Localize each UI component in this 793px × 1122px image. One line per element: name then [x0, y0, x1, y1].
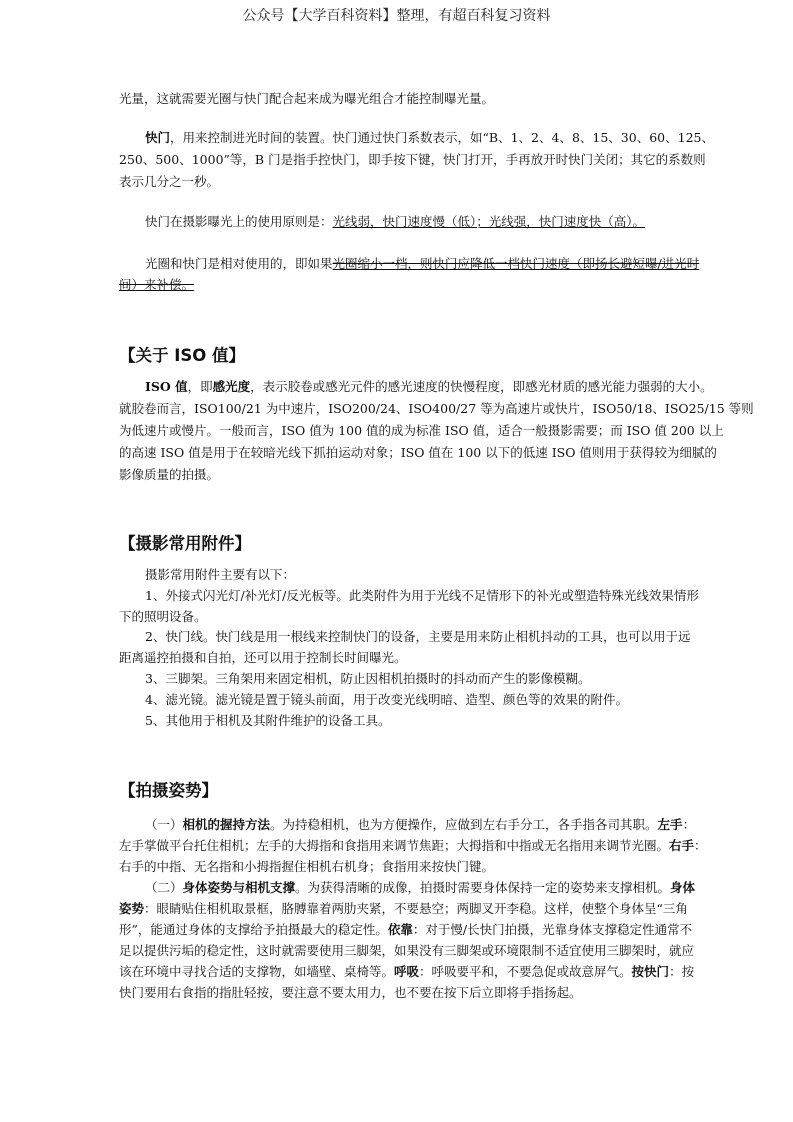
- underlined-text: 光线弱，快门速度慢（低）；光线强，快门速度快（高）。: [332, 214, 646, 229]
- text-run: ：眼睛贴住相机取景框，胳膊靠着两肋夹紧，不要悬空；两脚叉开李稳。这样，使整个身体呈“三角: [144, 901, 688, 916]
- text-run: 表示几分之一秒。: [119, 174, 220, 189]
- text-run: 的高速 ISO 值是用于在较暗光线下抓拍运动对象；ISO 值在 100 以下的低速 ISO 值则用于获得较为细腻的: [119, 445, 717, 460]
- text-run: 下的照明设备。: [119, 608, 207, 624]
- paragraph-exposure: [119, 88, 675, 109]
- text-line: [119, 253, 700, 274]
- bold-text: 快门: [145, 130, 171, 145]
- text-run: 3、三脚架。三角架用来固定相机，防止因相机拍摄时的抖动而产生的影像模糊。: [145, 670, 591, 686]
- bold-text: 姿势: [119, 901, 145, 916]
- text-line: [119, 607, 675, 628]
- bold-text: 右手: [669, 838, 695, 853]
- paragraph-posture: [119, 814, 707, 1003]
- text-run: 250、500、1000”等，B 门是指手控快门，即手按下键，快门打开，手再放开时快门关闭；其它的系数则: [119, 152, 706, 167]
- bold-text: 左手: [657, 817, 683, 832]
- heading-posture: 【拍摄姿势】: [119, 781, 218, 800]
- text-run: 左手掌做平台托住相机；左手的大拇指和食指用来调节焦距；大拇指和中指或无名指用来调节光圈。: [119, 838, 670, 853]
- text-run: 。为持稳相机，也为方便操作，应做到左右手分工，各手指各司其职。: [270, 817, 658, 832]
- text-line: [119, 877, 696, 898]
- bold-text: 呼吸: [394, 964, 420, 979]
- text-line: [119, 711, 675, 732]
- text-line: [119, 376, 713, 398]
- text-line: [119, 274, 675, 295]
- text-run: 4、滤光镜。滤光镜是置于镜头前面，用于改变光线明暗、造型、颜色等的效果的附件。: [145, 691, 628, 707]
- text-line: [119, 648, 675, 669]
- underlined-text: 光圈缩小一档，则快门应降低一档快门速度（即扬长避短曝/进光时: [332, 256, 700, 271]
- text-run: 为低速片或慢片。一般而言，ISO 值为 100 值的成为标准 ISO 值，适合一般摄影需要；而 ISO 值 200 以上: [119, 423, 724, 438]
- text-line: [119, 586, 699, 607]
- paragraph-shutter-principle: [119, 211, 675, 232]
- underlined-text: 间）来补偿。: [119, 277, 195, 292]
- text-line: [119, 565, 675, 586]
- text-line: [119, 669, 675, 690]
- list-accessories: [119, 565, 699, 731]
- text-line: [119, 127, 714, 149]
- text-run: ：: [694, 838, 707, 853]
- paragraph-aperture-shutter: [119, 253, 700, 295]
- heading-iso: 【关于 ISO 值】: [119, 346, 246, 365]
- text-run: 快门要用右食指的指肚轻按，要注意不要太用力，也不要在按下后立即将手指扬起。: [119, 985, 582, 1000]
- paragraph-shutter: [119, 127, 714, 193]
- text-line: [119, 961, 695, 982]
- text-line: [119, 940, 695, 961]
- text-run: （一）: [145, 817, 183, 832]
- text-line: [119, 171, 675, 193]
- text-line: [119, 919, 693, 940]
- text-run: 光量，这就需要光圈与快门配合起来成为曝光组合才能控制曝光量。: [119, 91, 495, 106]
- bold-text: 相机的握持方法: [182, 817, 271, 832]
- bold-text: ISO 值: [145, 379, 188, 394]
- text-line: [119, 690, 675, 711]
- text-line: [119, 88, 675, 109]
- text-run: 距离遥控拍摄和自拍，还可以用于控制长时间曝光。: [119, 650, 407, 666]
- text-line: [119, 149, 706, 171]
- text-run: ：: [682, 817, 696, 832]
- page-header: 公众号【大学百科资料】整理，有超百科复习资料: [242, 8, 551, 24]
- text-line: [119, 464, 675, 486]
- bold-text: 依靠: [387, 922, 413, 937]
- text-line: [119, 211, 675, 232]
- text-run: （二）: [145, 880, 183, 895]
- text-run: ，用来控制进光时间的装置。快门通过快门系数表示，如“B、1、2、4、8、15、30、60、125、: [170, 130, 714, 145]
- text-run: ：呼吸要平和，不要急促或故意屏气。: [419, 964, 632, 979]
- text-line: [119, 420, 724, 442]
- text-line: [119, 442, 717, 464]
- text-run: 。为获得清晰的成像，拍摄时需要身体保持一定的姿势来支撑相机。: [295, 880, 671, 895]
- bold-text: 身体: [670, 880, 696, 895]
- text-run: 右手的中指、无名指和小拇指握住相机右机身；食指用来按快门键。: [119, 859, 495, 874]
- text-run: 2、快门线。快门线是用一根线来控制快门的设备，主要是用来防止相机抖动的工具，也可以用于远: [145, 629, 691, 645]
- text-run: 5、其他用于相机及其附件维护的设备工具。: [145, 712, 391, 728]
- text-run: 形”，能通过身体的支撑给予拍摄最大的稳定性。: [119, 922, 388, 937]
- text-run: 影像质量的拍摄。: [119, 467, 220, 482]
- text-run: 足以提供污垢的稳定性，这时就需要使用三脚架，如果没有三脚架或环境限制不适宜使用三脚架时，就应: [119, 943, 695, 958]
- text-line: [119, 398, 754, 420]
- text-line: [119, 814, 696, 835]
- text-run: 1、外接式闪光灯/补光灯/反光板等。此类附件为用于光线不足情形下的补光或塑造特殊光线效果情形: [145, 587, 699, 603]
- bold-text: 按快门: [631, 964, 670, 979]
- text-line: [119, 856, 675, 877]
- text-run: ，即: [187, 379, 213, 394]
- text-line: [119, 898, 688, 919]
- text-run: 就胶卷而言，ISO100/21 为中速片，ISO200/24、ISO400/27 等为高速片或快片，ISO50/18、ISO25/15 等则: [119, 401, 754, 416]
- heading-accessories: 【摄影常用附件】: [119, 534, 251, 553]
- paragraph-iso: [119, 376, 754, 486]
- bold-text: 感光度: [212, 379, 251, 394]
- text-line: [119, 627, 691, 648]
- text-run: 光圈和快门是相对使用的，即如果: [145, 256, 333, 271]
- text-run: 该在环境中寻找合适的支撑物，如墙壁、桌椅等。: [119, 964, 395, 979]
- text-line: [119, 835, 707, 856]
- text-run: 快门在摄影曝光上的使用原则是：: [145, 214, 333, 229]
- text-run: ，表示胶卷或感光元件的感光速度的快慢程度，即感光材质的感光能力强弱的大小。: [250, 379, 713, 394]
- text-run: ：按: [669, 964, 695, 979]
- text-run: ：对于慢/长快门拍摄，光靠身体支撑稳定性通常不: [412, 922, 693, 937]
- text-run: 摄影常用附件主要有以下：: [145, 567, 296, 582]
- text-line: [119, 982, 675, 1003]
- bold-text: 身体姿势与相机支撑: [182, 880, 296, 895]
